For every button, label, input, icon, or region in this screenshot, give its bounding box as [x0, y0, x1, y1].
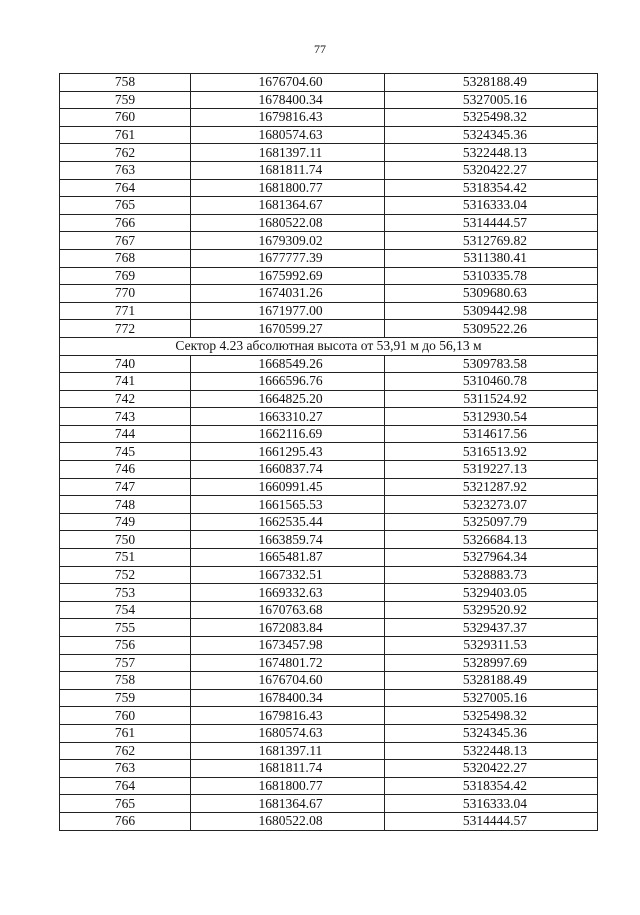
y-coordinate-cell: 5329311.53	[385, 637, 598, 655]
point-number-cell: 765	[60, 197, 191, 215]
x-coordinate-cell: 1680574.63	[191, 724, 385, 742]
table-row	[60, 302, 598, 320]
table-row	[60, 179, 598, 197]
x-coordinate-cell: 1668549.26	[191, 355, 385, 373]
y-coordinate-cell: 5311380.41	[385, 249, 598, 267]
point-number-cell: 748	[60, 496, 191, 514]
x-coordinate-cell: 1664825.20	[191, 390, 385, 408]
point-number-cell: 764	[60, 179, 191, 197]
point-number-cell: 766	[60, 812, 191, 830]
y-coordinate-cell: 5312930.54	[385, 408, 598, 426]
x-coordinate-cell: 1680522.08	[191, 214, 385, 232]
table-row	[60, 760, 598, 778]
y-coordinate-cell: 5310460.78	[385, 373, 598, 391]
y-coordinate-cell: 5320422.27	[385, 161, 598, 179]
point-number-cell: 768	[60, 249, 191, 267]
x-coordinate-cell: 1674801.72	[191, 654, 385, 672]
point-number-cell: 772	[60, 320, 191, 338]
y-coordinate-cell: 5328188.49	[385, 672, 598, 690]
y-coordinate-cell: 5323273.07	[385, 496, 598, 514]
table-row	[60, 795, 598, 813]
sector-heading: Сектор 4.23 абсолютная высота от 53,91 м до 56,13 м	[60, 337, 598, 355]
point-number-cell: 761	[60, 724, 191, 742]
point-number-cell: 740	[60, 355, 191, 373]
table-row	[60, 144, 598, 162]
point-number-cell: 770	[60, 285, 191, 303]
table-row	[60, 566, 598, 584]
table-row	[60, 812, 598, 830]
x-coordinate-cell: 1681811.74	[191, 760, 385, 778]
point-number-cell: 744	[60, 425, 191, 443]
x-coordinate-cell: 1662116.69	[191, 425, 385, 443]
point-number-cell: 742	[60, 390, 191, 408]
table-row	[60, 777, 598, 795]
point-number-cell: 754	[60, 601, 191, 619]
point-number-cell: 741	[60, 373, 191, 391]
y-coordinate-cell: 5327964.34	[385, 549, 598, 567]
point-number-cell: 757	[60, 654, 191, 672]
point-number-cell: 766	[60, 214, 191, 232]
x-coordinate-cell: 1667332.51	[191, 566, 385, 584]
x-coordinate-cell: 1677777.39	[191, 249, 385, 267]
point-number-cell: 745	[60, 443, 191, 461]
table-row	[60, 584, 598, 602]
x-coordinate-cell: 1680574.63	[191, 126, 385, 144]
y-coordinate-cell: 5309680.63	[385, 285, 598, 303]
y-coordinate-cell: 5325498.32	[385, 109, 598, 127]
y-coordinate-cell: 5310335.78	[385, 267, 598, 285]
table-row	[60, 91, 598, 109]
y-coordinate-cell: 5322448.13	[385, 742, 598, 760]
y-coordinate-cell: 5314617.56	[385, 425, 598, 443]
y-coordinate-cell: 5314444.57	[385, 214, 598, 232]
x-coordinate-cell: 1674031.26	[191, 285, 385, 303]
table-row	[60, 197, 598, 215]
x-coordinate-cell: 1672083.84	[191, 619, 385, 637]
table-row	[60, 249, 598, 267]
y-coordinate-cell: 5320422.27	[385, 760, 598, 778]
point-number-cell: 758	[60, 672, 191, 690]
y-coordinate-cell: 5329520.92	[385, 601, 598, 619]
table-row	[60, 443, 598, 461]
y-coordinate-cell: 5319227.13	[385, 461, 598, 479]
x-coordinate-cell: 1662535.44	[191, 513, 385, 531]
point-number-cell: 767	[60, 232, 191, 250]
x-coordinate-cell: 1679816.43	[191, 707, 385, 725]
point-number-cell: 759	[60, 689, 191, 707]
y-coordinate-cell: 5327005.16	[385, 689, 598, 707]
y-coordinate-cell: 5316333.04	[385, 197, 598, 215]
x-coordinate-cell: 1681800.77	[191, 179, 385, 197]
point-number-cell: 759	[60, 91, 191, 109]
table-row	[60, 267, 598, 285]
table-row	[60, 637, 598, 655]
x-coordinate-cell: 1671977.00	[191, 302, 385, 320]
table-row	[60, 478, 598, 496]
table-row	[60, 654, 598, 672]
x-coordinate-cell: 1673457.98	[191, 637, 385, 655]
point-number-cell: 752	[60, 566, 191, 584]
x-coordinate-cell: 1681364.67	[191, 795, 385, 813]
table-row	[60, 672, 598, 690]
x-coordinate-cell: 1681800.77	[191, 777, 385, 795]
table-row	[60, 461, 598, 479]
point-number-cell: 743	[60, 408, 191, 426]
point-number-cell: 763	[60, 760, 191, 778]
table-row	[60, 549, 598, 567]
table-row	[60, 496, 598, 514]
x-coordinate-cell: 1660837.74	[191, 461, 385, 479]
x-coordinate-cell: 1676704.60	[191, 74, 385, 92]
x-coordinate-cell: 1681364.67	[191, 197, 385, 215]
y-coordinate-cell: 5328188.49	[385, 74, 598, 92]
x-coordinate-cell: 1681811.74	[191, 161, 385, 179]
x-coordinate-cell: 1679816.43	[191, 109, 385, 127]
point-number-cell: 760	[60, 707, 191, 725]
y-coordinate-cell: 5316513.92	[385, 443, 598, 461]
table-row	[60, 724, 598, 742]
y-coordinate-cell: 5318354.42	[385, 777, 598, 795]
table-row	[60, 531, 598, 549]
table-row	[60, 74, 598, 92]
point-number-cell: 749	[60, 513, 191, 531]
y-coordinate-cell: 5312769.82	[385, 232, 598, 250]
table-row	[60, 742, 598, 760]
y-coordinate-cell: 5328997.69	[385, 654, 598, 672]
y-coordinate-cell: 5328883.73	[385, 566, 598, 584]
sector-heading-row	[60, 337, 598, 355]
table-row	[60, 601, 598, 619]
table-row	[60, 126, 598, 144]
table-row	[60, 390, 598, 408]
table-row	[60, 161, 598, 179]
point-number-cell: 746	[60, 461, 191, 479]
x-coordinate-cell: 1680522.08	[191, 812, 385, 830]
y-coordinate-cell: 5321287.92	[385, 478, 598, 496]
point-number-cell: 771	[60, 302, 191, 320]
table-row	[60, 355, 598, 373]
table-row	[60, 408, 598, 426]
table-row	[60, 619, 598, 637]
table-row	[60, 373, 598, 391]
table-row	[60, 425, 598, 443]
y-coordinate-cell: 5329437.37	[385, 619, 598, 637]
point-number-cell: 762	[60, 144, 191, 162]
y-coordinate-cell: 5309783.58	[385, 355, 598, 373]
coordinates-table	[59, 73, 598, 831]
y-coordinate-cell: 5314444.57	[385, 812, 598, 830]
y-coordinate-cell: 5309442.98	[385, 302, 598, 320]
x-coordinate-cell: 1661295.43	[191, 443, 385, 461]
point-number-cell: 764	[60, 777, 191, 795]
y-coordinate-cell: 5325097.79	[385, 513, 598, 531]
y-coordinate-cell: 5311524.92	[385, 390, 598, 408]
coordinates-table-body	[60, 74, 598, 831]
table-row	[60, 109, 598, 127]
x-coordinate-cell: 1660991.45	[191, 478, 385, 496]
table-row	[60, 689, 598, 707]
y-coordinate-cell: 5327005.16	[385, 91, 598, 109]
table-row	[60, 232, 598, 250]
x-coordinate-cell: 1661565.53	[191, 496, 385, 514]
x-coordinate-cell: 1681397.11	[191, 144, 385, 162]
x-coordinate-cell: 1675992.69	[191, 267, 385, 285]
x-coordinate-cell: 1665481.87	[191, 549, 385, 567]
point-number-cell: 758	[60, 74, 191, 92]
x-coordinate-cell: 1678400.34	[191, 91, 385, 109]
point-number-cell: 763	[60, 161, 191, 179]
table-row	[60, 707, 598, 725]
x-coordinate-cell: 1670763.68	[191, 601, 385, 619]
x-coordinate-cell: 1670599.27	[191, 320, 385, 338]
y-coordinate-cell: 5324345.36	[385, 126, 598, 144]
point-number-cell: 756	[60, 637, 191, 655]
x-coordinate-cell: 1676704.60	[191, 672, 385, 690]
table-row	[60, 285, 598, 303]
y-coordinate-cell: 5309522.26	[385, 320, 598, 338]
page-number: 77	[314, 42, 326, 56]
point-number-cell: 769	[60, 267, 191, 285]
x-coordinate-cell: 1678400.34	[191, 689, 385, 707]
x-coordinate-cell: 1663859.74	[191, 531, 385, 549]
point-number-cell: 755	[60, 619, 191, 637]
point-number-cell: 753	[60, 584, 191, 602]
y-coordinate-cell: 5316333.04	[385, 795, 598, 813]
point-number-cell: 761	[60, 126, 191, 144]
point-number-cell: 765	[60, 795, 191, 813]
x-coordinate-cell: 1681397.11	[191, 742, 385, 760]
point-number-cell: 760	[60, 109, 191, 127]
y-coordinate-cell: 5325498.32	[385, 707, 598, 725]
point-number-cell: 750	[60, 531, 191, 549]
x-coordinate-cell: 1669332.63	[191, 584, 385, 602]
y-coordinate-cell: 5326684.13	[385, 531, 598, 549]
y-coordinate-cell: 5324345.36	[385, 724, 598, 742]
table-row	[60, 320, 598, 338]
y-coordinate-cell: 5318354.42	[385, 179, 598, 197]
table-row	[60, 513, 598, 531]
point-number-cell: 747	[60, 478, 191, 496]
point-number-cell: 762	[60, 742, 191, 760]
x-coordinate-cell: 1679309.02	[191, 232, 385, 250]
x-coordinate-cell: 1666596.76	[191, 373, 385, 391]
y-coordinate-cell: 5329403.05	[385, 584, 598, 602]
x-coordinate-cell: 1663310.27	[191, 408, 385, 426]
y-coordinate-cell: 5322448.13	[385, 144, 598, 162]
table-row	[60, 214, 598, 232]
point-number-cell: 751	[60, 549, 191, 567]
